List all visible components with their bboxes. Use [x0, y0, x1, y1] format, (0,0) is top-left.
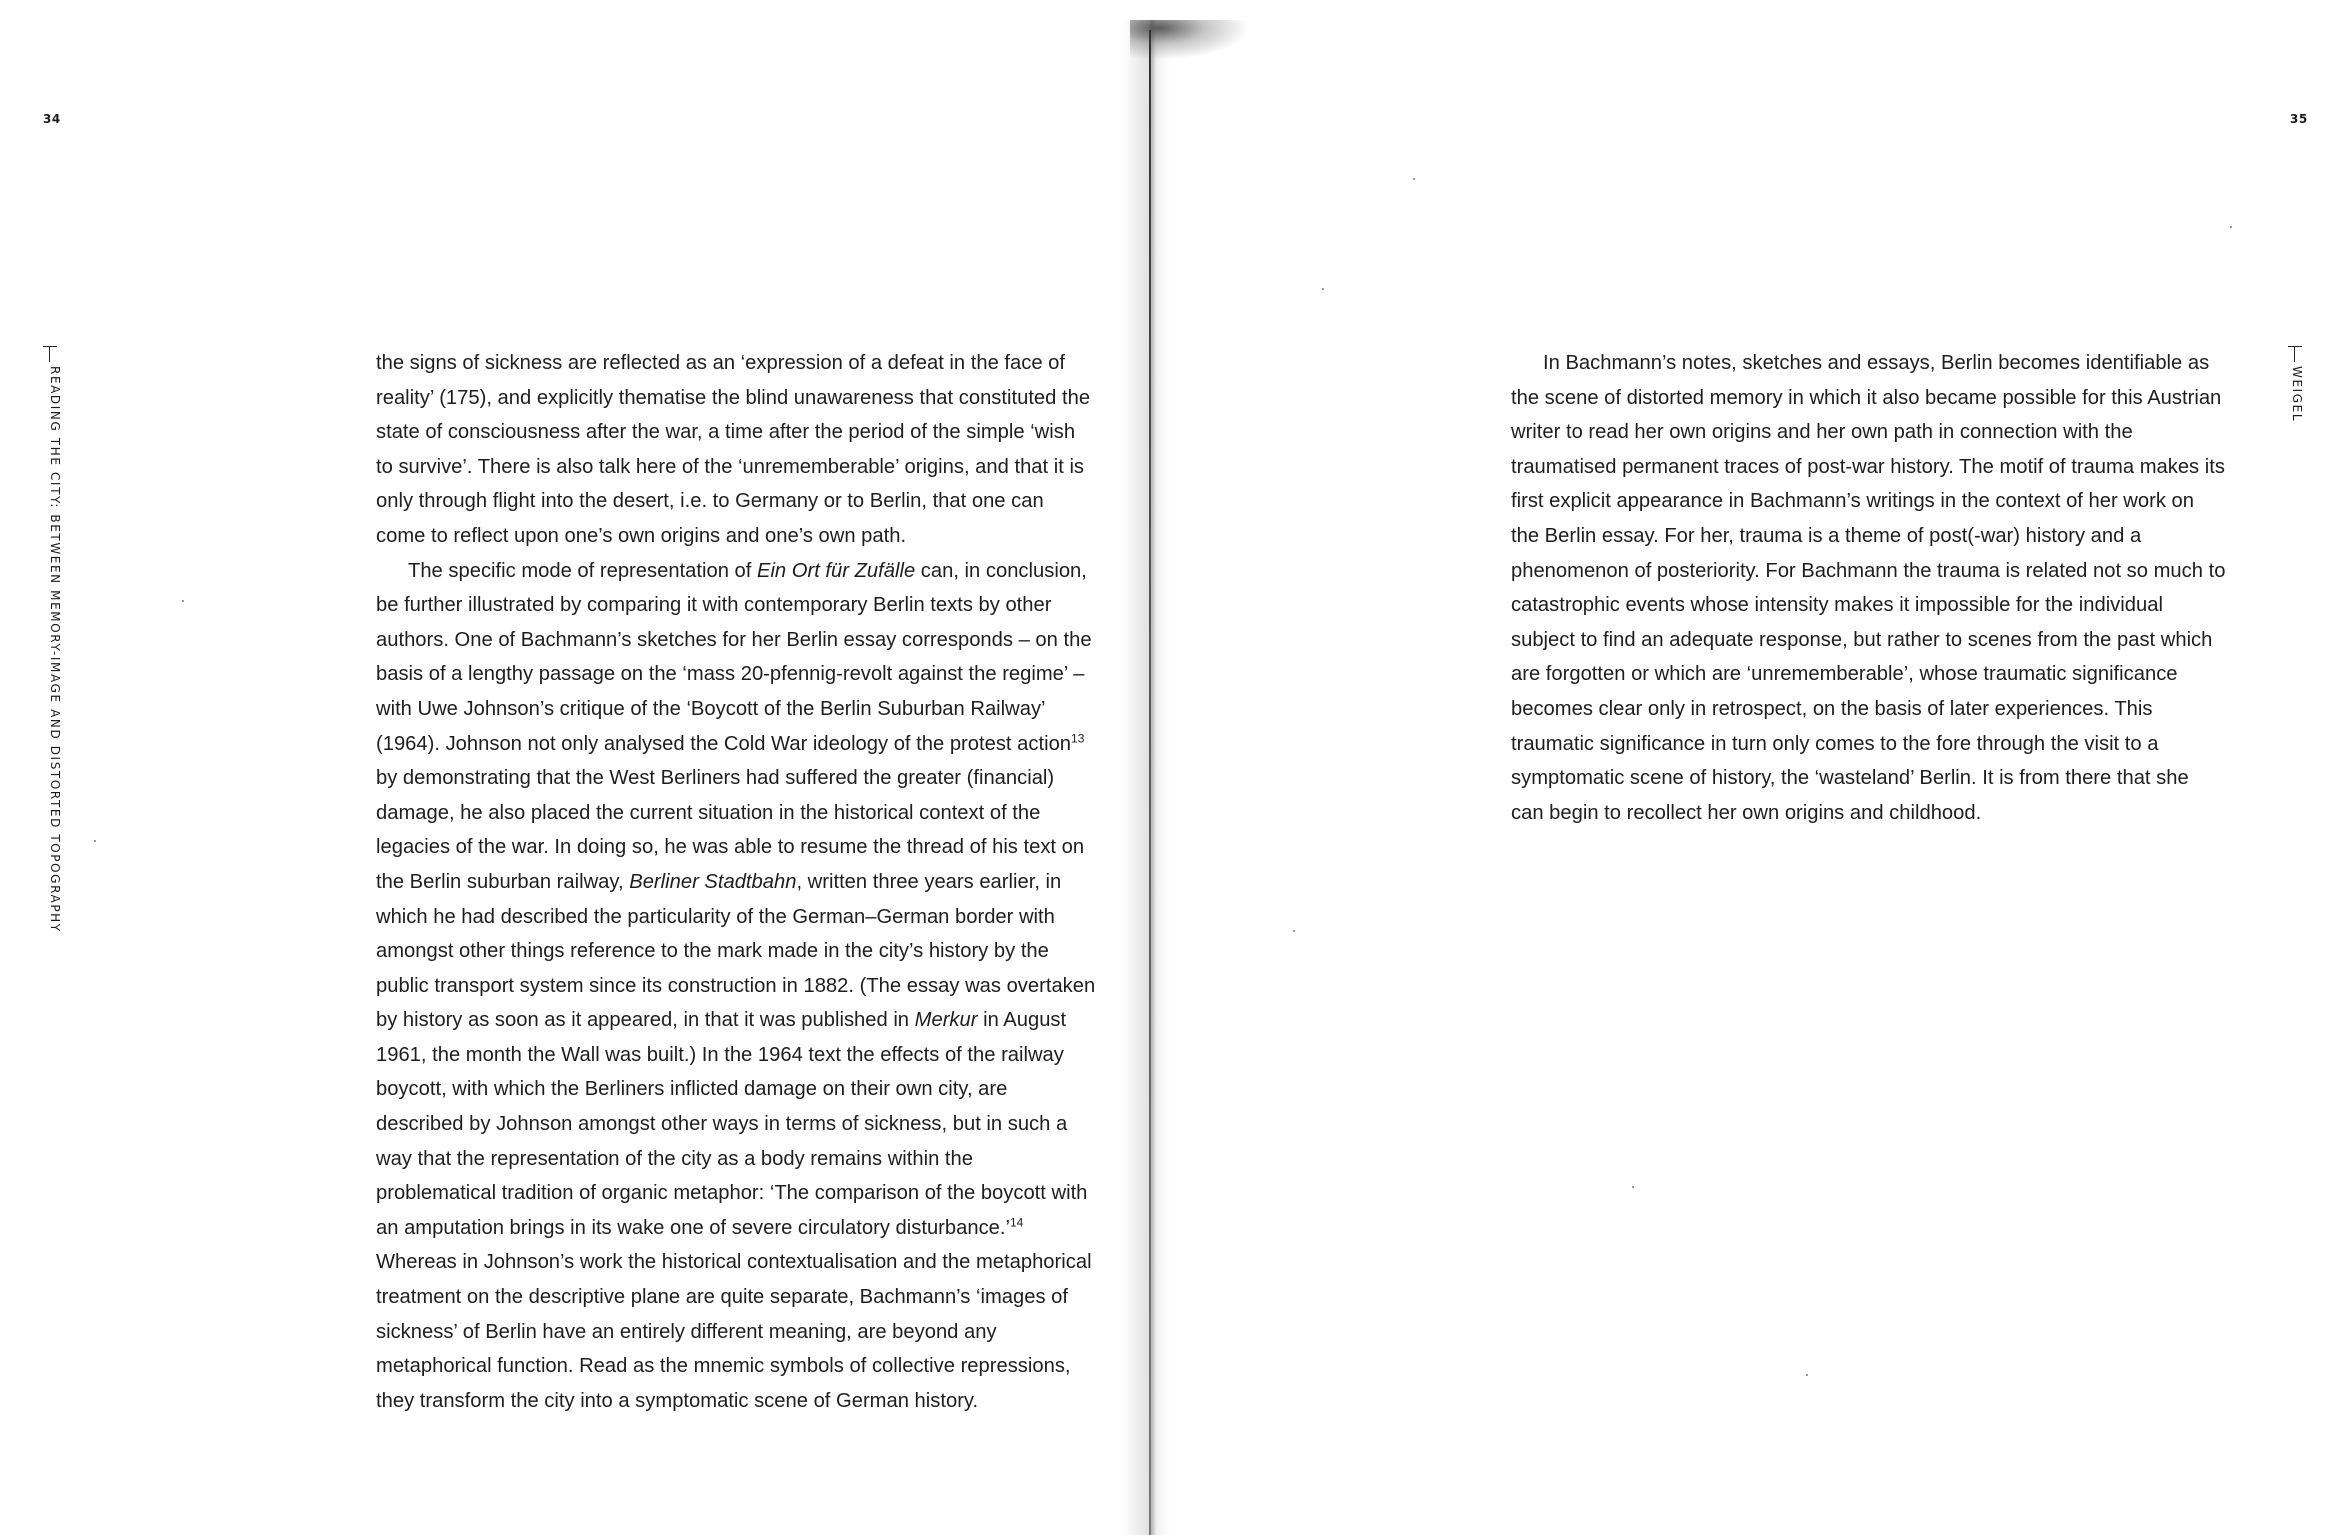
text-run: , written three years earlier, in which he had described the particularity of the German–German border with amongst other things reference to the mark made in the city’s history by the public transport system since its construction in 1882. (The essay was overtaken by history as soon as it appeared, in that it was published in — [376, 870, 1096, 1032]
scan-speck — [1322, 288, 1324, 290]
left-running-head-tick — [49, 346, 50, 362]
spine-top-shadow — [1130, 20, 1250, 60]
left-page-number: 34 — [43, 112, 61, 126]
left-page-body — [376, 346, 1096, 1418]
spine-line — [1149, 30, 1151, 1535]
italic-title: Merkur — [914, 1009, 978, 1032]
right-page-body — [1511, 346, 2226, 830]
spine-shadow — [1122, 20, 1170, 1535]
text-run: The specific mode of representation of — [408, 559, 757, 582]
scan-speck — [2230, 226, 2232, 228]
text-run: Whereas in Johnson’s work the historical contextualisation and the metaphorical treatment on the descriptive plane are quite separate, Bachmann’s ‘images of sickness’ of Berlin have an entirely different meaning, are beyond any metaphorical function. Read as the mnemic symbols of collective repressions, they transform the city into a symptomatic scene of German history. — [376, 1251, 1092, 1412]
paragraph — [376, 346, 1096, 554]
right-running-head-tick — [2294, 346, 2295, 362]
paragraph — [376, 554, 1096, 1419]
scan-speck — [1293, 930, 1295, 932]
paragraph — [1511, 346, 2226, 830]
scan-speck — [182, 600, 184, 602]
text-run: in August 1961, the month the Wall was built.) In the 1964 text the effects of the railway boycott, with which the Berliners inflicted damage on their own city, are described by Johnson amongst other ways in terms of sickness, but in such a way that the representation of the city as a body remains within the problematical tradition of organic metaphor: ‘The comparison of the boycott with an amputation brings in its wake one of severe circulatory disturbance.’ — [376, 1009, 1088, 1239]
right-running-head: WEIGEL — [2290, 366, 2304, 423]
left-running-head: READING THE CITY: BETWEEN MEMORY-IMAGE AND DISTORTED TOPOGRAPHY — [48, 366, 62, 933]
text-run: In Bachmann’s notes, sketches and essays, Berlin becomes identifiable as the scene of distorted memory in which it also became possible for this Austrian writer to read her own origins and her own path in connection with the traumatised permanent traces of post-war history. The motif of trauma makes its first explicit appearance in Bachmann’s writings in the context of her work on the Berlin essay. For her, trauma is a theme of post(-war) history and a phenomenon of posteriority. For Bachmann the trauma is related not so much to catastrophic events whose intensity makes it impossible for the individual subject to find an adequate response, but rather to scenes from the past which are forgotten or which are ‘unrememberable’, whose traumatic significance becomes clear only in retrospect, on the basis of later experiences. This traumatic significance in turn only comes to the fore through the visit to a symptomatic scene of history, the ‘wasteland’ Berlin. It is from there that she can begin to recollect her own origins and childhood. — [1511, 352, 2226, 824]
scan-speck — [1632, 1186, 1634, 1188]
scan-speck — [1806, 1374, 1808, 1376]
scan-speck — [1413, 178, 1415, 180]
scan-speck — [94, 840, 96, 842]
footnote-marker: 13 — [1071, 730, 1085, 745]
text-run: the signs of sickness are reflected as an ‘expression of a defeat in the face of reality’ (175), and explicitly thematise the blind unawareness that constituted the state of consciousness after the war, a time after the period of the simple ‘wish to survive’. There is also talk here of the ‘unrememberable’ origins, and that it is only through flight into the desert, i.e. to Germany or to Berlin, that one can come to reflect upon one’s own origins and one’s own path. — [376, 352, 1091, 547]
text-run: by demonstrating that the West Berliners had suffered the greater (financial) damage, he also placed the current situation in the historical context of the legacies of the war. In doing so, he was able to resume the thread of his text on the Berlin suburban railway, — [376, 767, 1085, 893]
left-running-head-rule — [43, 346, 57, 347]
italic-title: Berliner Stadtbahn — [629, 870, 797, 893]
right-page-number: 35 — [2290, 112, 2308, 126]
text-run: can, in conclusion, be further illustrated by comparing it with contemporary Berlin texts by other authors. One of Bachmann’s sketches for her Berlin essay corresponds – on the basis of a lengthy passage on the ‘mass 20-pfennig-revolt against the regime’ – with Uwe Johnson’s critique of the ‘Boycott of the Berlin Suburban Railway’ (1964). Johnson not only analysed the Cold War ideology of the protest action — [376, 559, 1092, 755]
italic-title: Ein Ort für Zufälle — [756, 559, 916, 582]
footnote-marker: 14 — [1010, 1215, 1024, 1230]
right-running-head-rule — [2288, 346, 2302, 347]
